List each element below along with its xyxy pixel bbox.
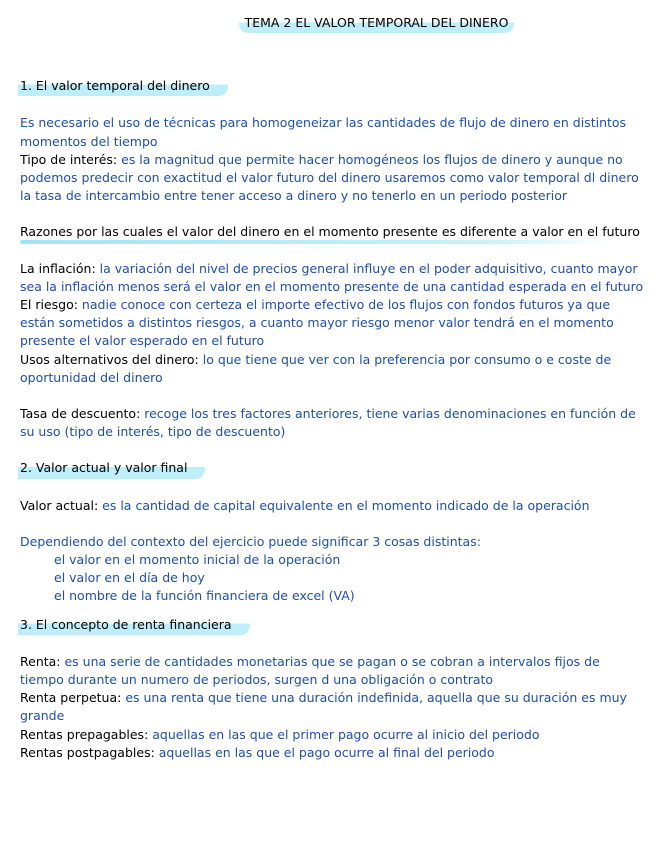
list-item: el valor en el momento inicial de la operación [54, 552, 341, 568]
rentas-prepagables-label: Rentas prepagables: [20, 726, 149, 742]
rentas-postpagables-paragraph [20, 744, 645, 762]
tipo-interes-paragraph [20, 151, 645, 206]
inflacion-paragraph [20, 260, 645, 296]
inflacion-label: La inflación: [20, 260, 96, 276]
section-1-intro: Es necesario el uso de técnicas para homogeneizar las cantidades de flujo de dinero en distintos momentos del tiempo [20, 115, 627, 149]
valor-actual-text: es la cantidad de capital equivalente en el momento indicado de la operación [98, 497, 590, 513]
renta-perpetua-label: Renta perpetua: [20, 690, 122, 706]
tasa-text: recoge los tres factores anteriores, tiene varias denominaciones en función de su uso (tipo de interés, tipo de descuento) [20, 406, 636, 440]
tasa-paragraph [20, 405, 645, 441]
list-item: el valor en el día de hoy [54, 570, 205, 586]
dependiendo-paragraph: Dependiendo del contexto del ejercicio puede significar 3 cosas distintas: [20, 533, 481, 549]
section-2-heading: 2. Valor actual y valor final [18, 459, 205, 478]
razones-heading: Razones por las cuales el valor del dinero en el momento presente es diferente a valor en el futuro [20, 223, 645, 241]
tipo-interes-label: Tipo de interés: [20, 151, 118, 167]
riesgo-paragraph [20, 296, 645, 351]
section-1 [20, 77, 645, 441]
usos-text: lo que tiene que ver con la preferencia por consumo o e coste de oportunidad del dinero [20, 351, 612, 385]
section-2 [20, 459, 645, 605]
renta-label: Renta: [20, 653, 61, 669]
riesgo-text: nadie conoce con certeza el importe efectivo de los flujos con fondos futuros ya que están sometidos a distintos riesgos, a cuanto mayor riesgo menor valor tendrá en el momento presente el valor esperado en el futuro [20, 297, 614, 349]
section-3-heading: 3. El concepto de renta financiera [18, 616, 250, 635]
renta-perpetua-paragraph [20, 689, 645, 725]
page-title: TEMA 2 EL VALOR TEMPORAL DEL DINERO [239, 14, 515, 33]
rentas-postpagables-label: Rentas postpagables: [20, 744, 155, 760]
section-3 [20, 616, 645, 762]
valor-actual-paragraph [20, 497, 645, 515]
renta-text: es una serie de cantidades monetarias que se pagan o se cobran a intervalos fijos de tiempo durante un numero de periodos, surgen d una obligación o contrato [20, 653, 600, 688]
title-row [108, 14, 645, 33]
riesgo-label: El riesgo: [20, 297, 78, 313]
usos-paragraph [20, 351, 645, 387]
document-page [20, 14, 645, 762]
tipo-interes-text: es la magnitud que permite hacer homogéneos los flujos de dinero y aunque no podemos predecir con exactitud el valor futuro del dinero usaremos como valor temporal dl dinero la tasa de intercambio entre tener acceso a dinero y no tenerlo en un periodo posterior [20, 151, 639, 204]
renta-perpetua-text: es una renta que tiene una duración indefinida, aquella que su duración es muy grande [20, 690, 627, 724]
rentas-prepagables-paragraph [20, 726, 645, 744]
usos-label: Usos alternativos del dinero: [20, 351, 199, 367]
section-1-heading: 1. El valor temporal del dinero [18, 77, 228, 96]
renta-paragraph [20, 653, 645, 689]
tasa-label: Tasa de descuento: [20, 406, 141, 422]
inflacion-text: la variación del nivel de precios general influye en el poder adquisitivo, cuanto mayor sea la inflación menos será el valor en el momento presente de una cantidad esperada en el futuro [20, 260, 644, 294]
list-item: el nombre de la función financiera de excel (VA) [54, 588, 355, 604]
valor-actual-label: Valor actual: [20, 497, 99, 513]
rentas-prepagables-text: aquellas en las que el primer pago ocurre al inicio del periodo [148, 726, 540, 742]
rentas-postpagables-text: aquellas en las que el pago ocurre al final del periodo [154, 744, 495, 760]
